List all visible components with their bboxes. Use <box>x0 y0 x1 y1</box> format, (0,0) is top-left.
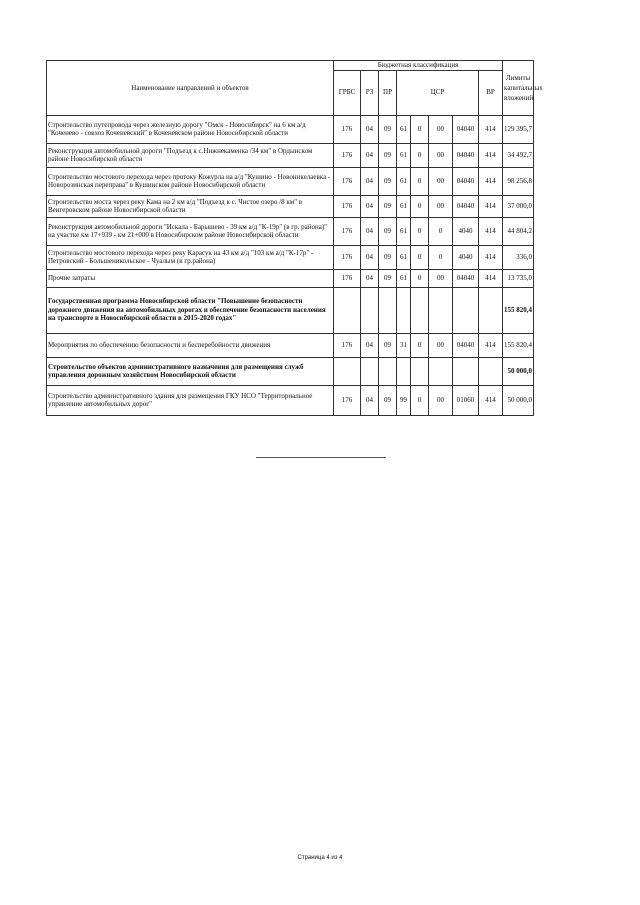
cell-amount: 50 000,0 <box>503 385 534 415</box>
cell-grbs: 176 <box>334 143 361 167</box>
row-name: Строительство мостового перехода через реку Карасук на 43 км а/д "103 км а/д "К-17р" - Петровский - Большеникольское - Чуалым (в гр.района) <box>47 245 334 269</box>
page-of-label: из <box>331 855 338 861</box>
header-budget-classification: Бюджетная классификация <box>334 61 503 71</box>
cell-csr-4: 04040 <box>453 143 479 167</box>
cell-vr: 414 <box>479 143 503 167</box>
cell-pr: 09 <box>379 217 397 245</box>
header-vr: ВР <box>479 70 503 115</box>
page-number: 4 <box>326 855 330 861</box>
cell-csr-2: 0 <box>411 385 429 415</box>
cell-grbs: 176 <box>334 245 361 269</box>
cell-grbs: 176 <box>334 333 361 357</box>
table-row <box>47 333 534 357</box>
cell-csr-1: 61 <box>397 217 411 245</box>
cell-rz: 04 <box>361 385 379 415</box>
cell-csr-3 <box>429 287 453 333</box>
cell-csr-1: 31 <box>397 333 411 357</box>
table-row <box>47 385 534 415</box>
header-rz: РЗ <box>361 70 379 115</box>
cell-rz <box>361 287 379 333</box>
cell-csr-1 <box>397 357 411 385</box>
row-name: Строительство объектов административного назначения для размещения служб управления дорожным хозяйством Новосибирской области <box>47 357 334 385</box>
row-name: Реконструкция автомобильной дороги "Искала - Барышево - 39 км а/д "К-19р" (в гр. района)" на участке км 17+939 - км 21+000 в Новосибирском районе Новосибирской области <box>47 217 334 245</box>
cell-csr-3: 0 <box>429 245 453 269</box>
cell-csr-2: 0 <box>411 167 429 195</box>
cell-vr: 414 <box>479 269 503 287</box>
cell-csr-3: 00 <box>429 115 453 143</box>
header-name: Наименование направлений и объектов <box>47 61 334 116</box>
table-row <box>47 195 534 217</box>
cell-csr-2: 0 <box>411 195 429 217</box>
table-row <box>47 167 534 195</box>
cell-csr-4: 04040 <box>453 333 479 357</box>
cell-csr-1: 61 <box>397 115 411 143</box>
cell-csr-2: 0 <box>411 217 429 245</box>
cell-csr-2 <box>411 287 429 333</box>
row-name: Реконструкция автомобильной дороги "Подъезд к с.Нижнекаменка /34 км" в Ордынском районе Новосибирской области <box>47 143 334 167</box>
cell-csr-1: 99 <box>397 385 411 415</box>
cell-pr: 09 <box>379 143 397 167</box>
cell-pr: 09 <box>379 333 397 357</box>
table-row <box>47 357 534 385</box>
cell-vr: 414 <box>479 245 503 269</box>
page-label: Страница <box>297 855 325 861</box>
cell-rz: 04 <box>361 269 379 287</box>
table-row <box>47 245 534 269</box>
cell-pr <box>379 357 397 385</box>
cell-csr-2: 0 <box>411 333 429 357</box>
cell-csr-1: 61 <box>397 269 411 287</box>
row-name: Строительство административного здания для размещения ГКУ НСО "Территориальное управление автомобильных дорог" <box>47 385 334 415</box>
cell-csr-4: 04040 <box>453 269 479 287</box>
cell-csr-2 <box>411 357 429 385</box>
cell-amount: 336,0 <box>503 245 534 269</box>
cell-csr-4 <box>453 357 479 385</box>
cell-amount: 34 492,7 <box>503 143 534 167</box>
cell-csr-3: 00 <box>429 167 453 195</box>
cell-csr-4: 4040 <box>453 245 479 269</box>
cell-vr: 414 <box>479 333 503 357</box>
cell-vr <box>479 357 503 385</box>
table-row <box>47 115 534 143</box>
row-name: Строительство моста через реку Кама на 2 км а/д "Подъезд к с. Чистое озеро /8 км" в Венгеровском районе Новосибирской области <box>47 195 334 217</box>
cell-amount: 155 820,4 <box>503 287 534 333</box>
cell-csr-3: 00 <box>429 269 453 287</box>
page-footer <box>0 855 640 861</box>
header-csr: ЦСР <box>397 70 479 115</box>
cell-csr-2: 0 <box>411 269 429 287</box>
row-name: Строительство путепровода через железную дорогу "Омск - Новосибирск" на 6 км а/д "Коченево - совхоз Коченевский" в Коченевском районе Новосибирской области <box>47 115 334 143</box>
table-row <box>47 143 534 167</box>
cell-csr-3 <box>429 357 453 385</box>
header-limit: Лимиты капитальных вложений <box>503 61 534 116</box>
cell-vr: 414 <box>479 167 503 195</box>
cell-csr-1: 61 <box>397 195 411 217</box>
cell-pr: 09 <box>379 115 397 143</box>
cell-rz: 04 <box>361 195 379 217</box>
cell-amount: 98 256,8 <box>503 167 534 195</box>
cell-amount: 13 735,0 <box>503 269 534 287</box>
cell-csr-3: 00 <box>429 385 453 415</box>
cell-csr-1: 61 <box>397 167 411 195</box>
cell-csr-4: 04040 <box>453 195 479 217</box>
table-row <box>47 217 534 245</box>
row-name: Строительство мостового перехода через протоку Кожурла на а/д "Кушино - Новоникелаевка - Новорозинская переправа" в Кушинском районе Новосибирской области <box>47 167 334 195</box>
cell-grbs <box>334 357 361 385</box>
cell-pr: 09 <box>379 195 397 217</box>
cell-amount: 50 000,0 <box>503 357 534 385</box>
cell-pr: 09 <box>379 269 397 287</box>
cell-csr-3: 00 <box>429 333 453 357</box>
cell-csr-2: 0 <box>411 143 429 167</box>
table-row <box>47 269 534 287</box>
cell-csr-1: 61 <box>397 245 411 269</box>
cell-csr-1: 61 <box>397 143 411 167</box>
header-grbs: ГРБС <box>334 70 361 115</box>
cell-csr-4: 01060 <box>453 385 479 415</box>
cell-csr-3: 0 <box>429 217 453 245</box>
cell-grbs: 176 <box>334 167 361 195</box>
cell-rz: 04 <box>361 143 379 167</box>
cell-rz <box>361 357 379 385</box>
cell-csr-4: 4040 <box>453 217 479 245</box>
capital-investment-table <box>46 60 543 416</box>
cell-rz: 04 <box>361 115 379 143</box>
cell-grbs <box>334 287 361 333</box>
cell-rz: 04 <box>361 333 379 357</box>
cell-csr-3: 00 <box>429 195 453 217</box>
cell-csr-1 <box>397 287 411 333</box>
cell-rz: 04 <box>361 167 379 195</box>
row-name: Мероприятия по обеспечению безопасности и бесперебойности движения <box>47 333 334 357</box>
cell-vr: 414 <box>479 217 503 245</box>
cell-grbs: 176 <box>334 195 361 217</box>
cell-grbs: 176 <box>334 217 361 245</box>
cell-vr: 414 <box>479 115 503 143</box>
cell-csr-2: 0 <box>411 115 429 143</box>
cell-rz: 04 <box>361 245 379 269</box>
cell-grbs: 176 <box>334 269 361 287</box>
table-row <box>47 287 534 333</box>
cell-pr <box>379 287 397 333</box>
cell-amount: 37 000,0 <box>503 195 534 217</box>
cell-grbs: 176 <box>334 385 361 415</box>
cell-csr-2: 0 <box>411 245 429 269</box>
row-name: Прочие затраты <box>47 269 334 287</box>
cell-pr: 09 <box>379 385 397 415</box>
cell-amount: 44 804,2 <box>503 217 534 245</box>
cell-csr-4 <box>453 287 479 333</box>
cell-csr-4: 04040 <box>453 115 479 143</box>
end-divider-line <box>256 457 386 458</box>
cell-pr: 09 <box>379 245 397 269</box>
cell-csr-3: 00 <box>429 143 453 167</box>
cell-grbs: 176 <box>334 115 361 143</box>
cell-amount: 155 820,4 <box>503 333 534 357</box>
header-pr: ПР <box>379 70 397 115</box>
cell-vr: 414 <box>479 195 503 217</box>
cell-csr-4: 04040 <box>453 167 479 195</box>
cell-amount: 129 395,7 <box>503 115 534 143</box>
cell-vr <box>479 287 503 333</box>
row-name: Государственная программа Новосибирской области "Повышение безопасности дорожного движения на автомобильных дорогах и обеспечение безопасности населения на транспорте в Новосибирской области в 2015-2020 годах" <box>47 287 334 333</box>
cell-vr: 414 <box>479 385 503 415</box>
page-total: 4 <box>339 855 343 861</box>
table-body <box>47 115 534 415</box>
cell-pr: 09 <box>379 167 397 195</box>
cell-rz: 04 <box>361 217 379 245</box>
